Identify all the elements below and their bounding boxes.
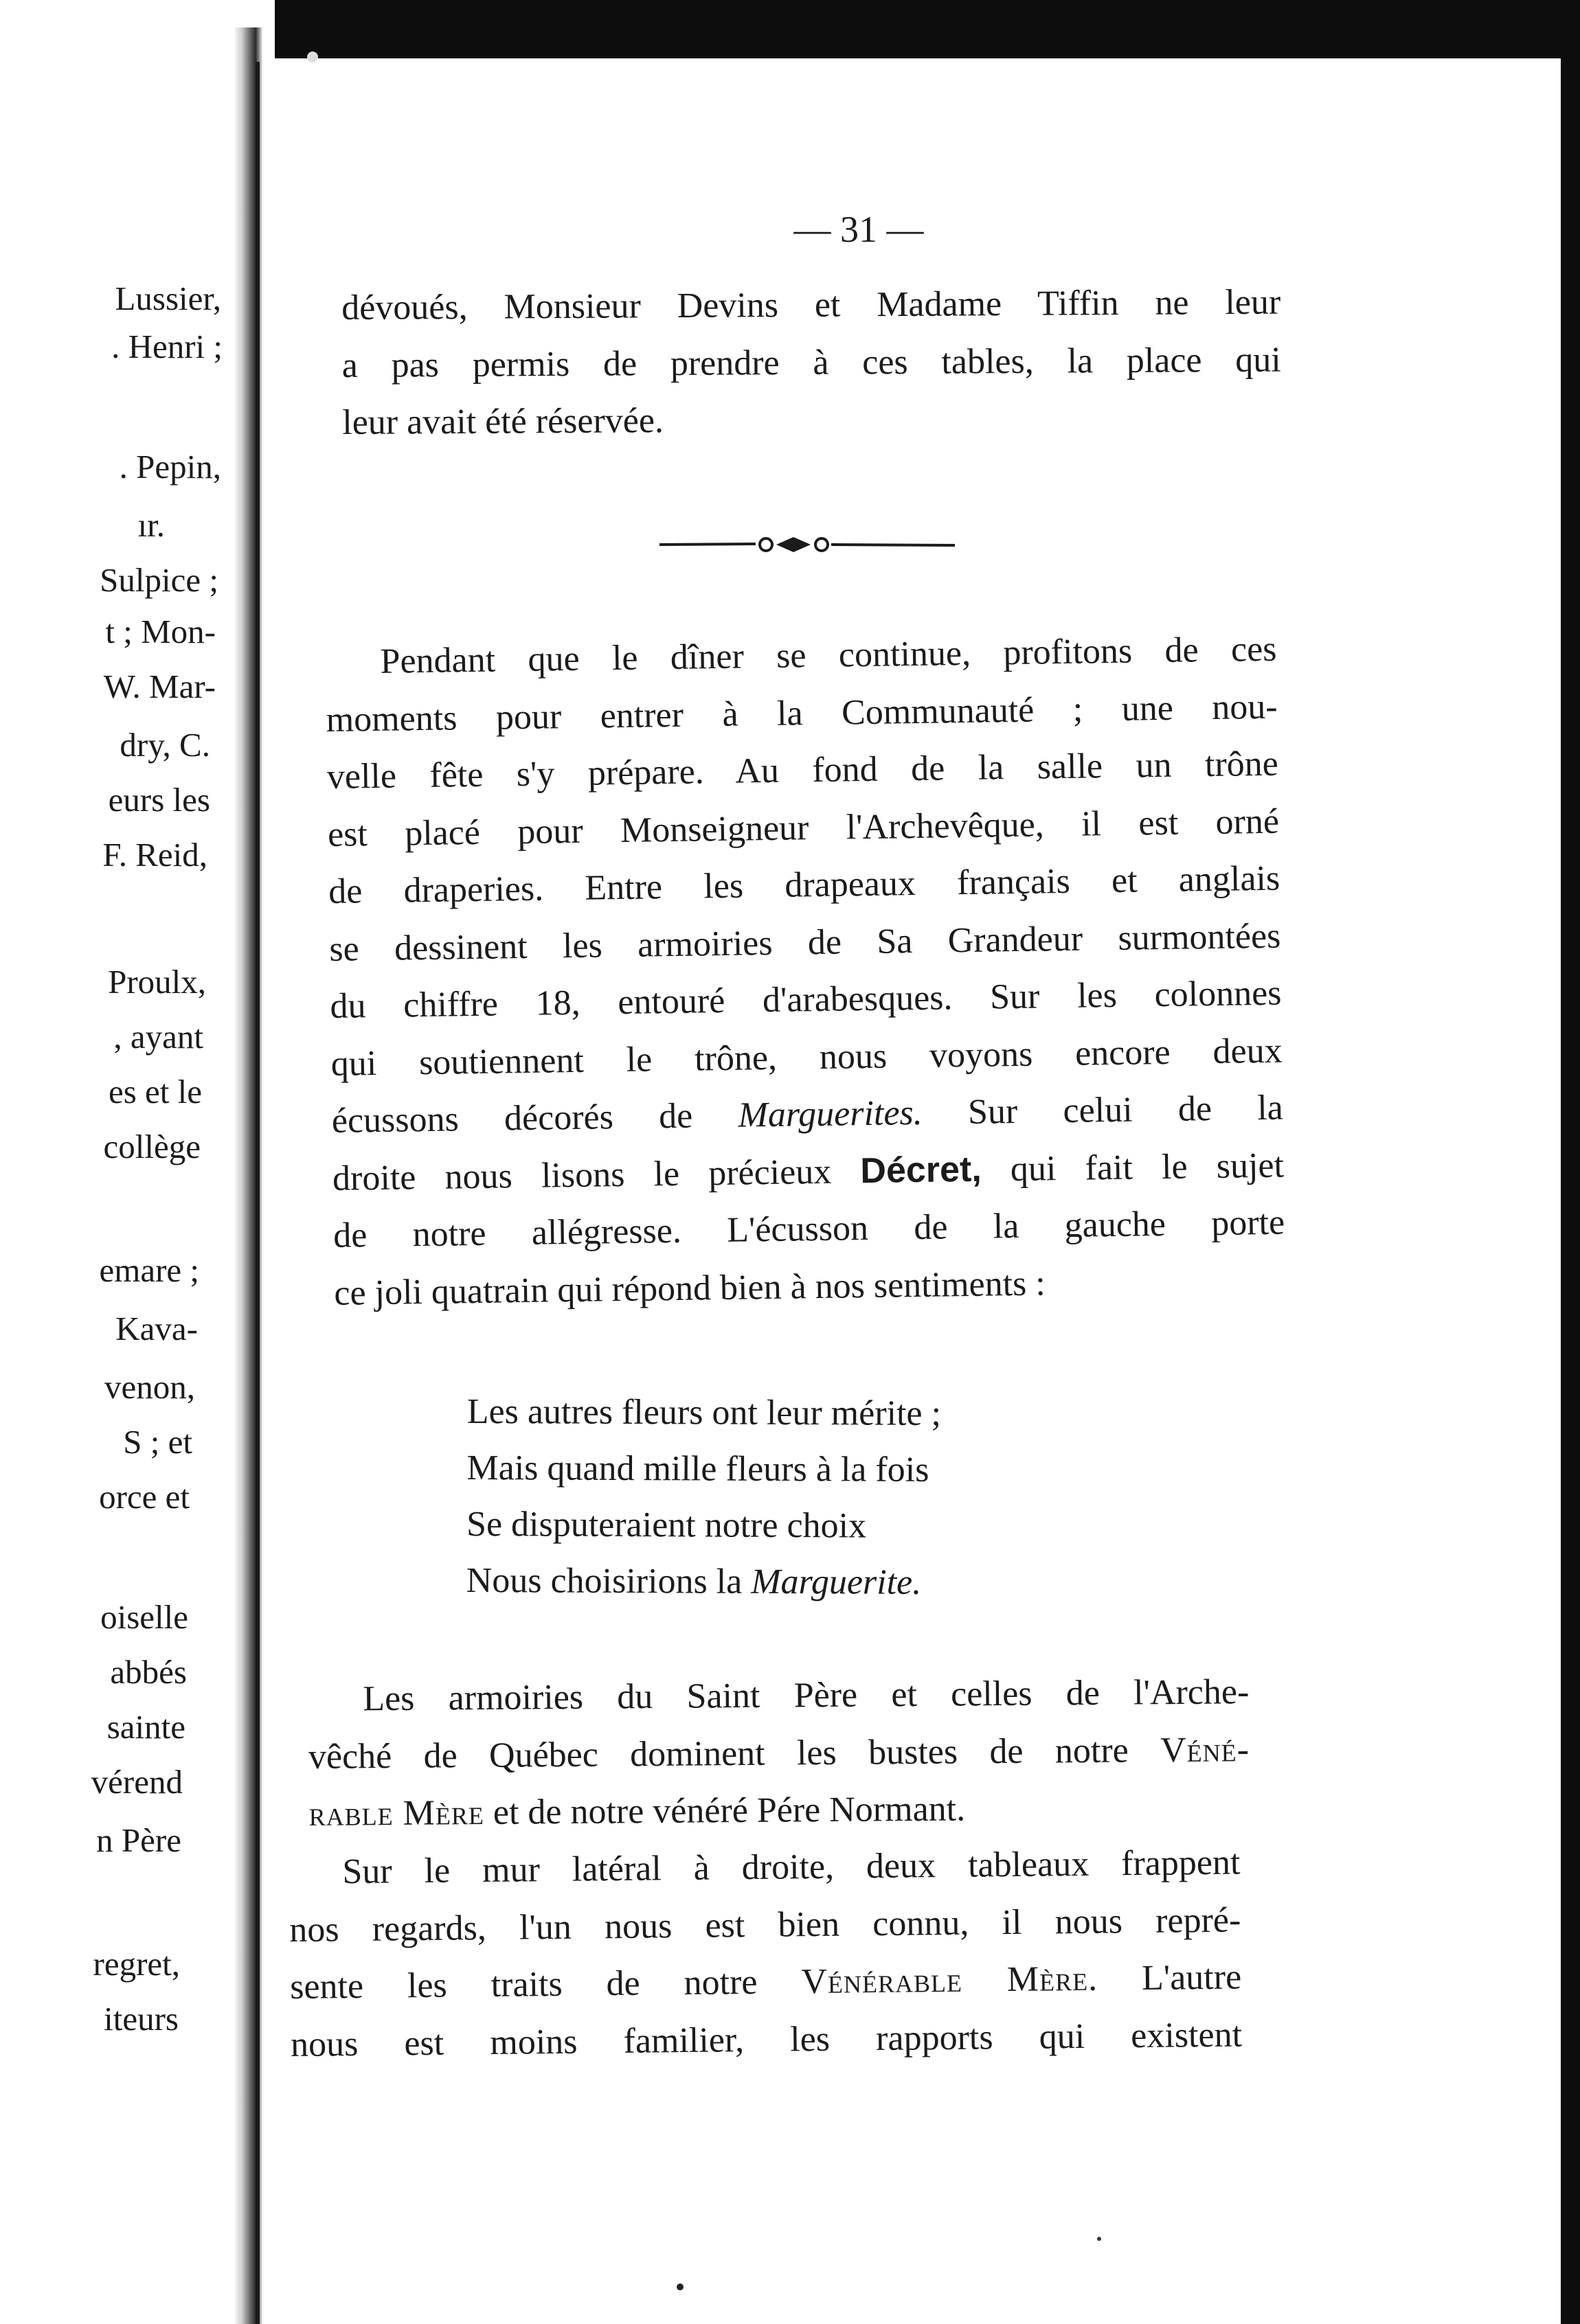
marguerites-italic: Marguerites. (738, 1093, 923, 1135)
left-page-line: S ; et (123, 1423, 192, 1461)
left-page-line: Proulx, (108, 963, 206, 1001)
para2-line-11: de notre allégresse. L'écusson de la gauche porte (332, 1203, 1285, 1255)
left-page-line: , ayant (113, 1018, 203, 1056)
poem-line-4 (466, 1553, 941, 1611)
left-page-line: venon, (104, 1368, 195, 1406)
left-page-line: iteurs (104, 2000, 179, 2038)
marguerite-italic: Marguerite. (751, 1562, 922, 1602)
gutter-shadow (256, 62, 260, 2324)
left-page-line: eurs les (108, 781, 210, 819)
left-page-line: . Henri ; (111, 328, 223, 365)
para2-line-10-end: qui fait le sujet (1010, 1146, 1285, 1189)
poem-line-1: Les autres fleurs ont leur mérite ; (466, 1391, 942, 1434)
para2-line-6: se dessinent les armoiries de Sa Grandeur surmontées (329, 916, 1281, 969)
para4-line-2: nos regards, l'un nous est bien connu, il nous repré- (289, 1900, 1241, 1950)
page-31 (275, 58, 1559, 2324)
left-page-line: Kava- (115, 1310, 198, 1347)
left-page-line: ır. (137, 506, 165, 544)
quatrain (466, 1384, 942, 1611)
para2-line-12: ce joli quatrain qui répond bien à nos sentiments : (334, 1263, 1046, 1313)
left-page-line: collège (103, 1128, 201, 1165)
para2-line-9-start: écussons décorés de (331, 1096, 693, 1141)
left-page-line: dry, C. (120, 726, 210, 764)
para4-line-3-end: L'autre (1141, 1957, 1242, 1998)
paragraph-3 (308, 1663, 1250, 1843)
left-page-line: oiselle (100, 1598, 188, 1636)
paragraph-4 (289, 1834, 1242, 2073)
left-page-line: n Père (96, 1821, 181, 1859)
para3-line-2 (308, 1721, 1250, 1786)
paragraph-2 (325, 621, 1286, 1322)
left-page-line: W. Mar- (103, 668, 216, 705)
para2-line-3: velle fête s'y prépare. Au fond de la salle un trône (326, 744, 1279, 797)
para2-line-9-end: Sur celui de la (967, 1088, 1284, 1132)
para4-line-3-start: sente les traits de notre (289, 1962, 758, 2007)
para2-line-10-start: droite nous lisons le précieux (332, 1152, 832, 1198)
para2-line-2: moments pour entrer à la Communauté ; une nou- (326, 687, 1278, 740)
ornament-divider (659, 531, 955, 558)
scan-border-top (275, 0, 1580, 58)
scan-border-right (1561, 0, 1580, 2324)
para3-line-3-end: et de notre vénéré Pére Normant. (493, 1789, 966, 1832)
venerable-smallcaps-2: Vénérable Mère. (801, 1959, 1098, 2002)
para2-line-8: qui soutiennent le trône, nous voyons encore deux (330, 1031, 1283, 1084)
left-page-line: emare ; (99, 1251, 199, 1289)
para2-line-4: est placé pour Monseigneur l'Archevêque, il est orné (327, 801, 1280, 854)
para4-line-4: nous est moins familier, les rapports qui existent (290, 2014, 1243, 2064)
paragraph-1 (341, 274, 1282, 452)
left-page-line: sainte (106, 1708, 185, 1746)
left-page-line: regret, (93, 1945, 180, 1983)
left-page-line: abbés (110, 1653, 187, 1691)
para3-line-2-start: vêché de Québec dominent les bustes de notre (308, 1731, 1129, 1777)
para1-line-2: a pas permis de prendre à ces tables, la place qui (341, 340, 1281, 385)
para2-line-5: de draperies. Entre les drapeaux français et anglais (328, 858, 1280, 911)
para3-line-3 (308, 1778, 1250, 1843)
poem-line-4-start: Nous choisirions la (466, 1560, 743, 1602)
poem-line-2: Mais quand mille fleurs à la fois (466, 1448, 929, 1490)
venerable-smallcaps-1: Véné- (1160, 1729, 1250, 1770)
left-page-line: orce et (99, 1478, 190, 1516)
left-page-line: vérend (91, 1763, 183, 1801)
para3-line-1: Les armoiries du Saint Père et celles de l'Arche- (363, 1672, 1250, 1719)
para1-line-3: leur avait été réservée. (342, 401, 664, 442)
left-page-line: F. Reid, (102, 836, 207, 874)
left-page-line: . Pepin, (119, 448, 221, 486)
para1-line-1: dévoués, Monsieur Devins et Madame Tiffin ne leur (341, 282, 1281, 328)
left-page-line: t ; Mon- (105, 613, 216, 650)
left-page-line: Sulpice ; (100, 561, 218, 599)
poem-line-3: Se disputeraient notre choix (466, 1504, 867, 1546)
left-page-line: Lussier, (115, 280, 221, 317)
left-page-fragment (0, 0, 234, 2324)
page-number: — 31 — (793, 209, 924, 250)
para4-line-1: Sur le mur latéral à droite, deux tableaux frappent (342, 1843, 1241, 1892)
rable-mere-smallcaps: rable Mère (308, 1792, 485, 1834)
left-page-line: es et le (108, 1073, 202, 1110)
decret-bold: Décret, (860, 1149, 982, 1191)
para2-line-7: du chiffre 18, entouré d'arabesques. Sur les colonnes (330, 973, 1282, 1026)
para2-line-1: Pendant que le dîner se continue, profitons de ces (380, 629, 1277, 681)
para4-line-3 (290, 1948, 1242, 2016)
